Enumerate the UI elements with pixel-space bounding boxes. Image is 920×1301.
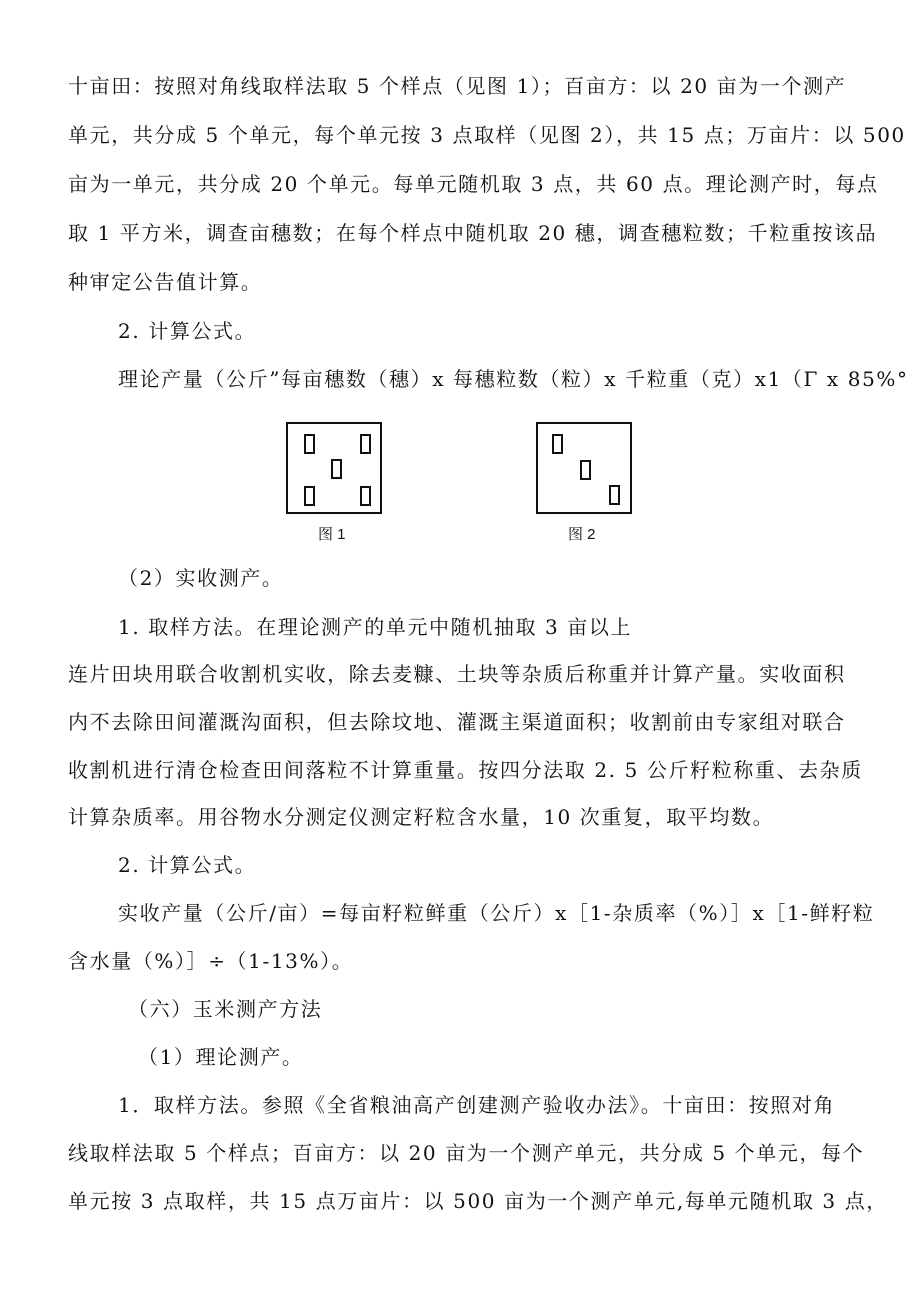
paragraph-line: 线取样法取 5 个样点；百亩方：以 20 亩为一个测产单元，共分成 5 个单元，每个 bbox=[68, 1141, 865, 1165]
sample-point bbox=[304, 434, 315, 454]
sample-point bbox=[331, 459, 342, 479]
paragraph-line: 计算杂质率。用谷物水分测定仪测定籽粒含水量，10 次重复，取平均数。 bbox=[68, 805, 775, 829]
sample-point bbox=[609, 485, 620, 505]
paragraph-line: 内不去除田间灌溉沟面积，但去除坟地、灌溉主渠道面积；收割前由专家组对联合 bbox=[68, 710, 846, 734]
paragraph-line: 单元，共分成 5 个单元，每个单元按 3 点取样（见图 2），共 15 点；万亩片：以 500 bbox=[68, 123, 906, 147]
paragraph-line: 亩为一单元，共分成 20 个单元。每单元随机取 3 点，共 60 点。理论测产时，每点 bbox=[68, 172, 879, 196]
formula-line: 实收产量（公斤/亩）=每亩籽粒鲜重（公斤）x［1-杂质率（%）］x［1-鲜籽粒 bbox=[118, 901, 875, 925]
section-heading: （2）实收测产。 bbox=[118, 566, 284, 590]
formula-line: 含水量（%）］÷（1-13%）。 bbox=[68, 949, 354, 973]
figure-2-caption: 图 2 bbox=[568, 526, 596, 543]
sample-point bbox=[580, 460, 591, 480]
formula-line: 理论产量（公斤”每亩穗数（穗）x 每穗粒数（粒）x 千粒重（克）x1（Γ x 85%° bbox=[118, 367, 909, 391]
figure-1-caption: 图 1 bbox=[318, 526, 346, 543]
paragraph-line: 单元按 3 点取样，共 15 点万亩片：以 500 亩为一个测产单元,每单元随机取 3 点， bbox=[68, 1189, 888, 1213]
paragraph-line: 取 1 平方米，调查亩穗数；在每个样点中随机取 20 穗，调查穗粒数；千粒重按该品 bbox=[68, 221, 878, 245]
section-heading: （六）玉米测产方法 bbox=[128, 997, 323, 1021]
paragraph-line: 收割机进行清仓检查田间落粒不计算重量。按四分法取 2. 5 公斤籽粒称重、去杂质 bbox=[68, 758, 863, 782]
section-heading: （1）理论测产。 bbox=[138, 1045, 304, 1069]
sample-point bbox=[552, 434, 563, 454]
figure-1-diagram bbox=[286, 422, 382, 514]
paragraph-line: 十亩田：按照对角线取样法取 5 个样点（见图 1）；百亩方：以 20 亩为一个测产 bbox=[68, 74, 847, 98]
figure-2-diagram bbox=[536, 422, 632, 514]
section-heading: 2. 计算公式。 bbox=[118, 853, 257, 877]
paragraph-line: 种审定公告值计算。 bbox=[68, 270, 263, 294]
sample-point bbox=[304, 486, 315, 506]
paragraph-line: 连片田块用联合收割机实收，除去麦糠、土块等杂质后称重并计算产量。实收面积 bbox=[68, 662, 846, 686]
sample-point bbox=[360, 434, 371, 454]
sample-point bbox=[360, 486, 371, 506]
section-heading: 2. 计算公式。 bbox=[118, 319, 257, 343]
paragraph-line: 1．取样方法。参照《全省粮油高产创建测产验收办法》。十亩田：按照对角 bbox=[118, 1093, 836, 1117]
paragraph-line: 1. 取样方法。在理论测产的单元中随机抽取 3 亩以上 bbox=[118, 615, 633, 639]
